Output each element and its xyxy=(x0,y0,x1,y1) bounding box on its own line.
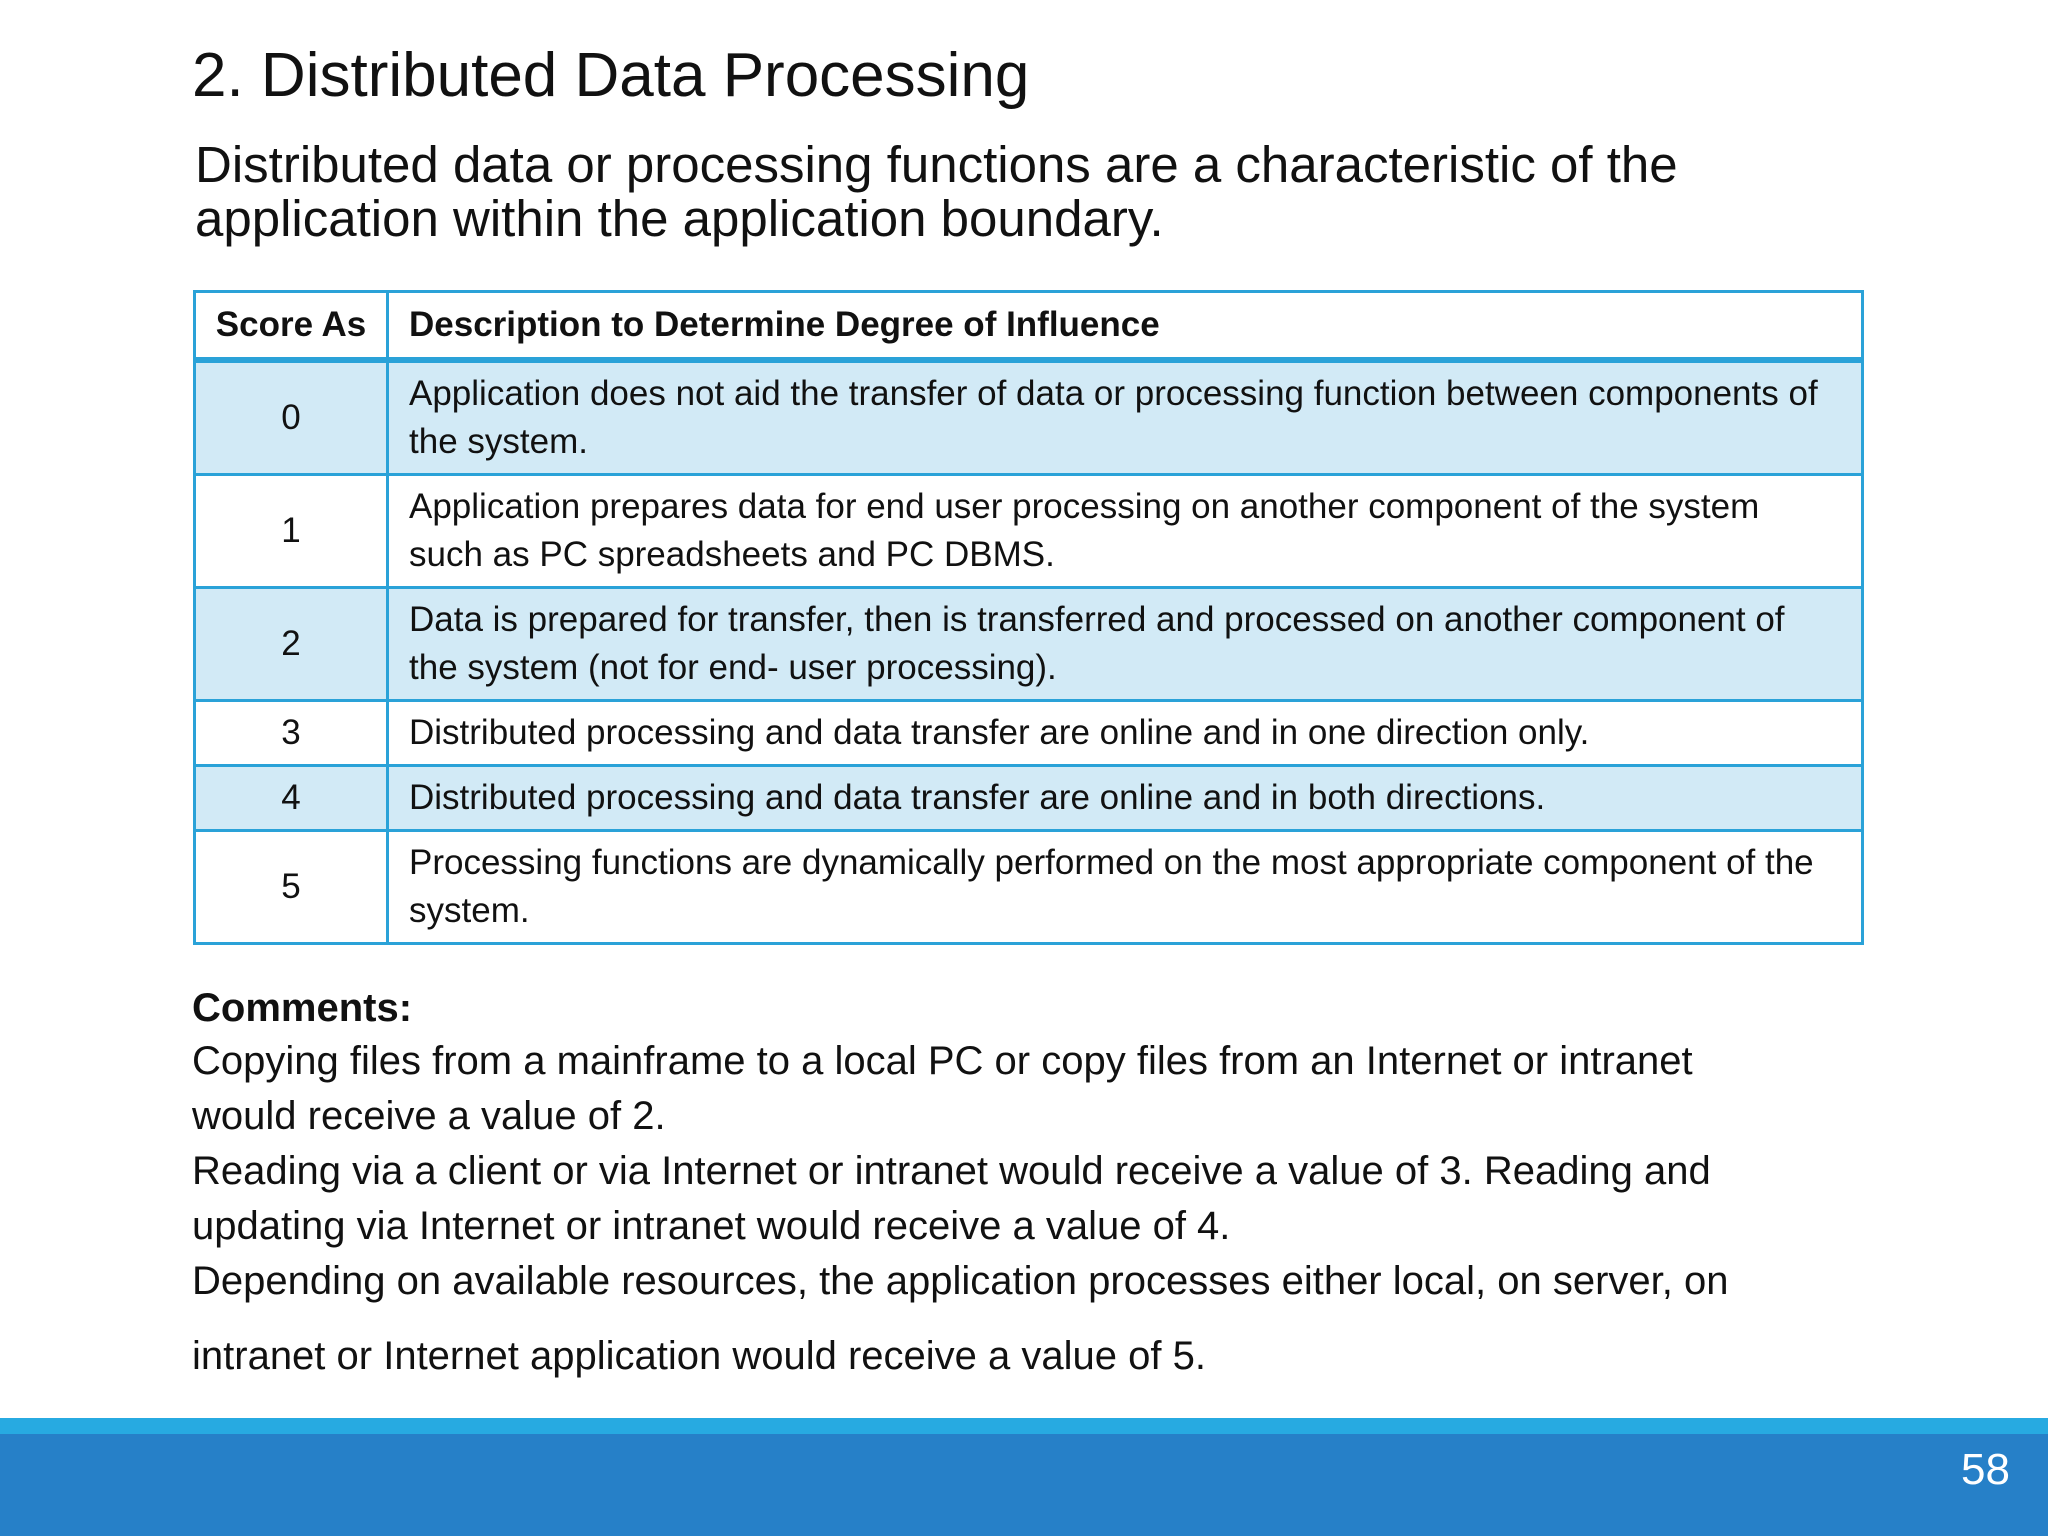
table-row xyxy=(195,475,1863,588)
score-cell: 4 xyxy=(195,766,388,831)
influence-table xyxy=(193,290,1864,945)
slide-title: 2. Distributed Data Processing xyxy=(192,41,1030,110)
score-cell: 2 xyxy=(195,588,388,701)
table-row xyxy=(195,360,1863,475)
score-cell: 0 xyxy=(195,360,388,475)
description-cell: Processing functions are dynamically performed on the most appropriate component of the system. xyxy=(388,831,1863,944)
intro-text: Distributed data or processing functions are a characteristic of the application within the application boundary. xyxy=(195,136,1678,247)
table-row xyxy=(195,701,1863,766)
description-cell: Distributed processing and data transfer are online and in one direction only. xyxy=(388,701,1863,766)
comments-section xyxy=(192,982,1892,1384)
comments-heading: Comments: xyxy=(192,986,413,1030)
table-header-row xyxy=(195,292,1863,361)
description-cell: Application prepares data for end user processing on another component of the system such as PC spreadsheets and PC DBMS. xyxy=(388,475,1863,588)
description-cell: Application does not aid the transfer of data or processing function between components of the system. xyxy=(388,360,1863,475)
description-cell: Data is prepared for transfer, then is transferred and processed on another component of the system (not for end- user processing). xyxy=(388,588,1863,701)
table-row xyxy=(195,588,1863,701)
header-description: Description to Determine Degree of Influence xyxy=(388,292,1863,361)
page-number: 58 xyxy=(1961,1445,2010,1494)
footer-accent-bar xyxy=(0,1418,2048,1434)
description-cell: Distributed processing and data transfer are online and in both directions. xyxy=(388,766,1863,831)
comments-last-line: intranet or Internet application would receive a value of 5. xyxy=(192,1334,1206,1378)
score-cell: 1 xyxy=(195,475,388,588)
comments-body: Copying files from a mainframe to a local PC or copy files from an Internet or intranet would receive a value of 2. Reading via a client or via Internet or intranet would receive a value of 3. Reading and updating via Internet or intranet would receive a value of 4. Depending on available resources, the application processes either local, on server, on xyxy=(192,1039,1729,1303)
score-cell: 5 xyxy=(195,831,388,944)
table-row xyxy=(195,766,1863,831)
table-row xyxy=(195,831,1863,944)
score-cell: 3 xyxy=(195,701,388,766)
footer-bar xyxy=(0,1434,2048,1536)
header-score: Score As xyxy=(195,292,388,361)
